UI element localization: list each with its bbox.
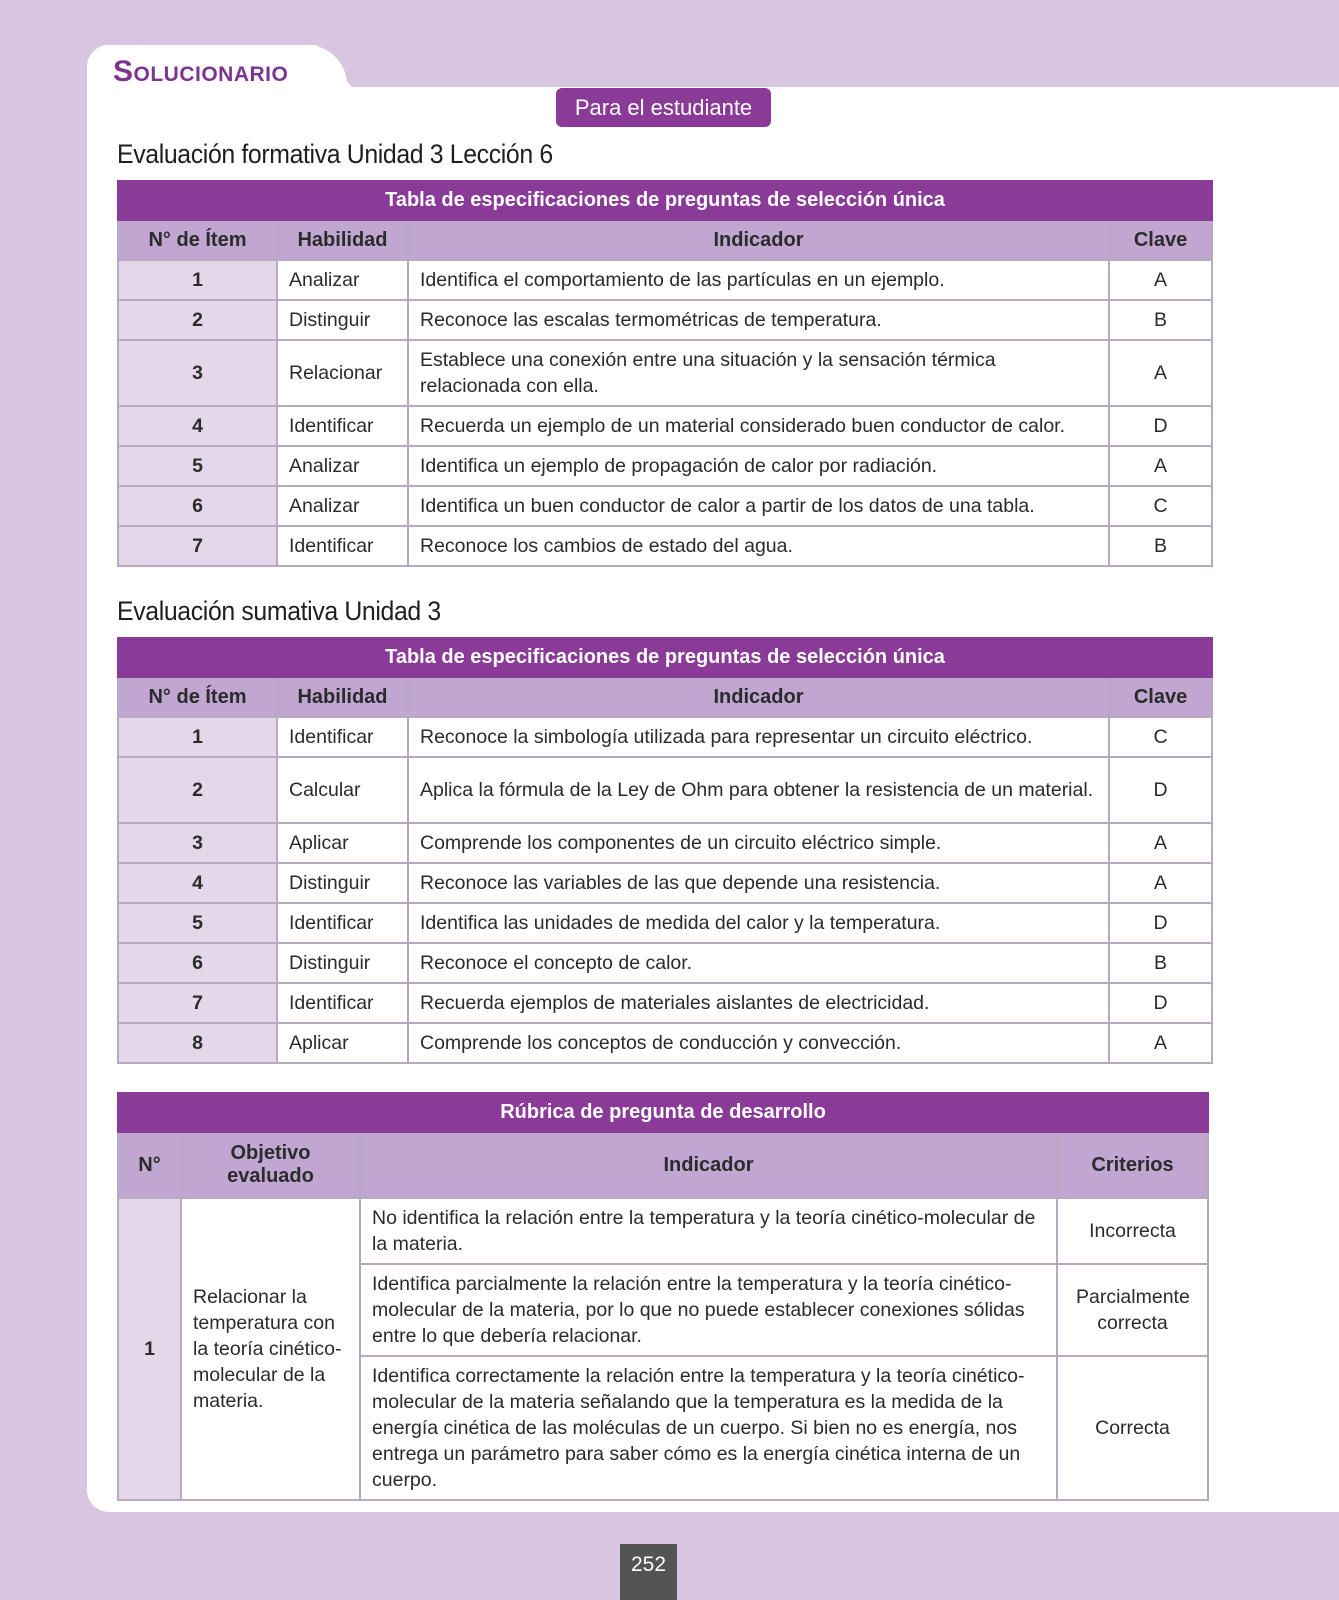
rubric-caption: Rúbrica de pregunta de desarrollo [118, 1093, 1208, 1132]
indicator: Identifica un buen conductor de calor a partir de los datos de una tabla. [408, 486, 1109, 526]
skill: Distinguir [277, 943, 408, 983]
skill: Identificar [277, 983, 408, 1023]
item-number: 4 [118, 406, 277, 446]
table-row [118, 903, 1212, 943]
item-number: 3 [118, 823, 277, 863]
answer-key: A [1109, 260, 1212, 300]
answer-key: C [1109, 486, 1212, 526]
answer-key: C [1109, 717, 1212, 757]
table-row [118, 943, 1212, 983]
answer-key: B [1109, 943, 1212, 983]
indicator: Identifica un ejemplo de propagación de calor por radiación. [408, 446, 1109, 486]
indicator: Recuerda ejemplos de materiales aislantes de electricidad. [408, 983, 1109, 1023]
table-caption: Tabla de especificaciones de preguntas de selección única [118, 638, 1212, 677]
indicator: Reconoce las escalas termométricas de temperatura. [408, 300, 1109, 340]
indicator: Comprende los conceptos de conducción y convección. [408, 1023, 1109, 1063]
indicator: Identifica las unidades de medida del calor y la temperatura. [408, 903, 1109, 943]
item-number: 3 [118, 340, 277, 406]
page-number: 252 [620, 1544, 677, 1600]
column-header-key: Clave [1109, 220, 1212, 260]
section-title-formativa: Evaluación formativa Unidad 3 Lección 6 [117, 139, 553, 169]
table-row [118, 300, 1212, 340]
skill: Analizar [277, 260, 408, 300]
skill: Analizar [277, 486, 408, 526]
column-header-criteria: Criterios [1057, 1132, 1208, 1198]
indicator: Reconoce las variables de las que depende una resistencia. [408, 863, 1109, 903]
indicator: Comprende los componentes de un circuito eléctrico simple. [408, 823, 1109, 863]
table-row [118, 863, 1212, 903]
skill: Distinguir [277, 300, 408, 340]
column-header-indicator: Indicador [408, 677, 1109, 717]
table-row [118, 260, 1212, 300]
table-caption: Tabla de especificaciones de preguntas de selección única [118, 181, 1212, 220]
skill: Aplicar [277, 823, 408, 863]
answer-key: B [1109, 300, 1212, 340]
indicator: Identifica el comportamiento de las partículas en un ejemplo. [408, 260, 1109, 300]
column-header-skill: Habilidad [277, 220, 408, 260]
answer-key: A [1109, 446, 1212, 486]
column-header-number: N° [118, 1132, 181, 1198]
item-number: 8 [118, 1023, 277, 1063]
item-number: 7 [118, 983, 277, 1023]
table-row [118, 983, 1212, 1023]
skill: Analizar [277, 446, 408, 486]
criterion: Correcta [1057, 1356, 1208, 1500]
table-row [118, 1198, 1208, 1264]
item-number: 4 [118, 863, 277, 903]
skill: Distinguir [277, 863, 408, 903]
skill: Identificar [277, 526, 408, 566]
column-header-skill: Habilidad [277, 677, 408, 717]
item-number: 7 [118, 526, 277, 566]
spec-table-formativa [117, 180, 1213, 567]
table-row [118, 823, 1212, 863]
section-title-sumativa: Evaluación sumativa Unidad 3 [117, 596, 441, 626]
item-number: 2 [118, 757, 277, 823]
table-row [118, 717, 1212, 757]
brand-title: Solucionario [113, 55, 289, 88]
item-number: 6 [118, 486, 277, 526]
column-header-indicator: Indicador [360, 1132, 1057, 1198]
skill: Aplicar [277, 1023, 408, 1063]
indicator: Reconoce el concepto de calor. [408, 943, 1109, 983]
item-number: 5 [118, 446, 277, 486]
indicator: Recuerda un ejemplo de un material considerado buen conductor de calor. [408, 406, 1109, 446]
indicator: Aplica la fórmula de la Ley de Ohm para obtener la resistencia de un material. [408, 757, 1109, 823]
indicator: Reconoce los cambios de estado del agua. [408, 526, 1109, 566]
answer-key: D [1109, 757, 1212, 823]
criterion: Incorrecta [1057, 1198, 1208, 1264]
table-row [118, 340, 1212, 406]
table-row [118, 526, 1212, 566]
answer-key: A [1109, 1023, 1212, 1063]
table-row [118, 486, 1212, 526]
item-number: 2 [118, 300, 277, 340]
answer-key: A [1109, 863, 1212, 903]
answer-key: B [1109, 526, 1212, 566]
criterion: Parcialmente correcta [1057, 1264, 1208, 1356]
column-header-objective: Objetivo evaluado [181, 1132, 360, 1198]
answer-key: D [1109, 983, 1212, 1023]
answer-key: A [1109, 823, 1212, 863]
column-header-item: N° de Ítem [118, 677, 277, 717]
audience-badge: Para el estudiante [556, 88, 771, 127]
item-number: 1 [118, 717, 277, 757]
skill: Calcular [277, 757, 408, 823]
spec-table-sumativa [117, 637, 1213, 1064]
column-header-item: N° de Ítem [118, 220, 277, 260]
item-number: 5 [118, 903, 277, 943]
rubric-table [117, 1092, 1209, 1501]
table-row [118, 446, 1212, 486]
table-row [118, 1023, 1212, 1063]
rubric-number: 1 [118, 1198, 181, 1500]
rubric-objective: Relacionar la temperatura con la teoría cinético-molecular de la materia. [181, 1198, 360, 1500]
indicator: Identifica correctamente la relación entre la temperatura y la teoría cinético-molecular de la materia señalando que la temperatura es la medida de la energía cinética de las moléculas de un cuerpo. Si bien no es energía, nos entrega un parámetro para saber cómo es la energía cinética interna de un cuerpo. [360, 1356, 1057, 1500]
table-row [118, 757, 1212, 823]
skill: Relacionar [277, 340, 408, 406]
answer-key: D [1109, 903, 1212, 943]
column-header-key: Clave [1109, 677, 1212, 717]
indicator: Establece una conexión entre una situación y la sensación térmica relacionada con ella. [408, 340, 1109, 406]
table-row [118, 406, 1212, 446]
indicator: Identifica parcialmente la relación entre la temperatura y la teoría cinético-molecular de la materia, por lo que no puede establecer conexiones sólidas entre lo que debería relacionar. [360, 1264, 1057, 1356]
item-number: 1 [118, 260, 277, 300]
answer-key: A [1109, 340, 1212, 406]
answer-key: D [1109, 406, 1212, 446]
indicator: Reconoce la simbología utilizada para representar un circuito eléctrico. [408, 717, 1109, 757]
column-header-indicator: Indicador [408, 220, 1109, 260]
indicator: No identifica la relación entre la temperatura y la teoría cinético-molecular de la materia. [360, 1198, 1057, 1264]
skill: Identificar [277, 406, 408, 446]
item-number: 6 [118, 943, 277, 983]
skill: Identificar [277, 717, 408, 757]
skill: Identificar [277, 903, 408, 943]
